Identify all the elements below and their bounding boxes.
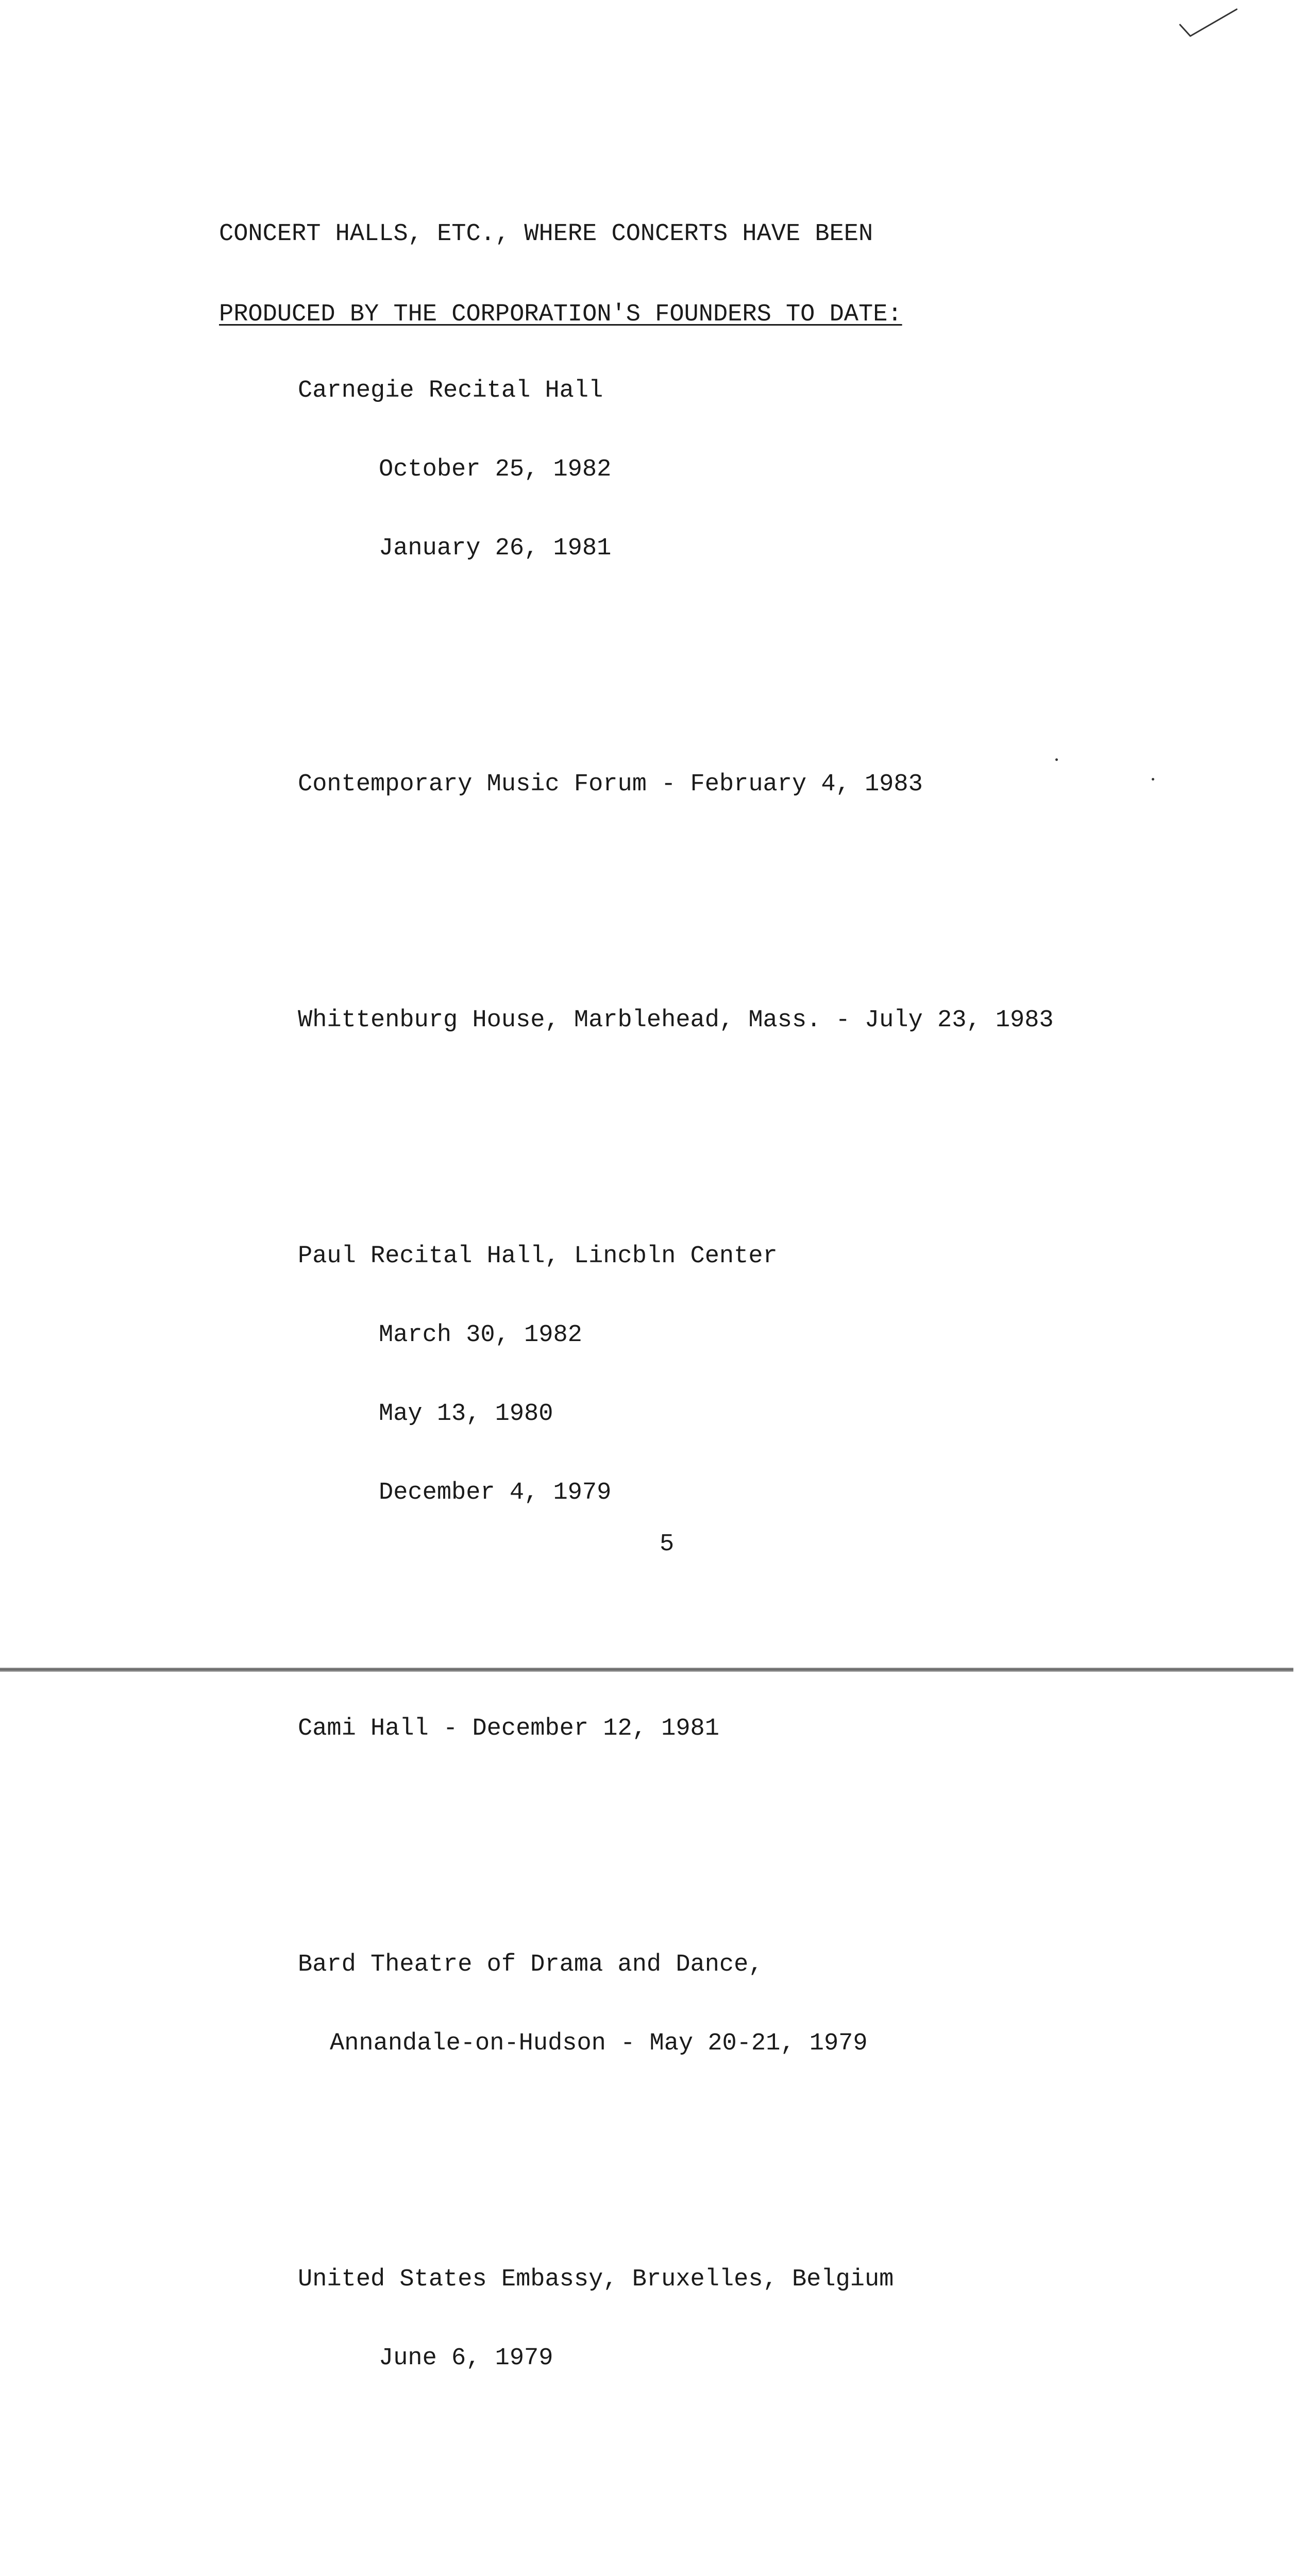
heading-line-1: CONCERT HALLS, ETC., WHERE CONCERTS HAVE BEEN <box>219 221 873 248</box>
venue-date: December 4, 1979 <box>379 1479 612 1506</box>
venue-date: May 13, 1980 <box>379 1400 553 1428</box>
scan-speck <box>1152 778 1154 781</box>
venue-date: October 25, 1982 <box>379 456 612 483</box>
venue-name: United States Embassy, Bruxelles, Belgium <box>298 2266 894 2293</box>
venue-name: Bard Theatre of Drama and Dance, <box>298 1951 763 1978</box>
venue-entry <box>298 2529 1054 2576</box>
scan-speck <box>1055 758 1058 761</box>
venue-name: Carnegie Recital Hall <box>298 377 603 404</box>
venue-date: March 30, 1982 <box>379 1321 582 1349</box>
venue-date: January 26, 1981 <box>379 535 612 562</box>
venue-name: Contemporary Music Forum - February 4, 1983 <box>298 771 923 798</box>
page-number: 5 <box>660 1531 675 1558</box>
venue-entry <box>298 325 1054 614</box>
venue-name: Whittenburg House, Marblehead, Mass. - July 23, 1983 <box>298 1007 1054 1034</box>
bottom-scan-edge <box>0 1668 1293 1672</box>
venue-entry <box>298 719 1054 850</box>
venue-entry <box>298 1899 1054 2109</box>
venue-entry <box>298 1663 1054 1794</box>
heading-line-2: PRODUCED BY THE CORPORATION'S FOUNDERS TO DATE: <box>219 301 902 328</box>
venue-entry <box>298 2214 1054 2424</box>
venue-list <box>298 246 1054 2576</box>
venue-entry <box>298 1191 1054 1558</box>
check-mark-icon <box>1175 4 1252 45</box>
venue-name: Cami Hall - December 12, 1981 <box>298 1715 719 1742</box>
venue-date: June 6, 1979 <box>379 2345 553 2372</box>
venue-continuation: Annandale-on-Hudson - May 20-21, 1979 <box>330 2030 868 2057</box>
venue-entry <box>298 955 1054 1086</box>
venue-name: Paul Recital Hall, Lincbln Center <box>298 1243 778 1270</box>
